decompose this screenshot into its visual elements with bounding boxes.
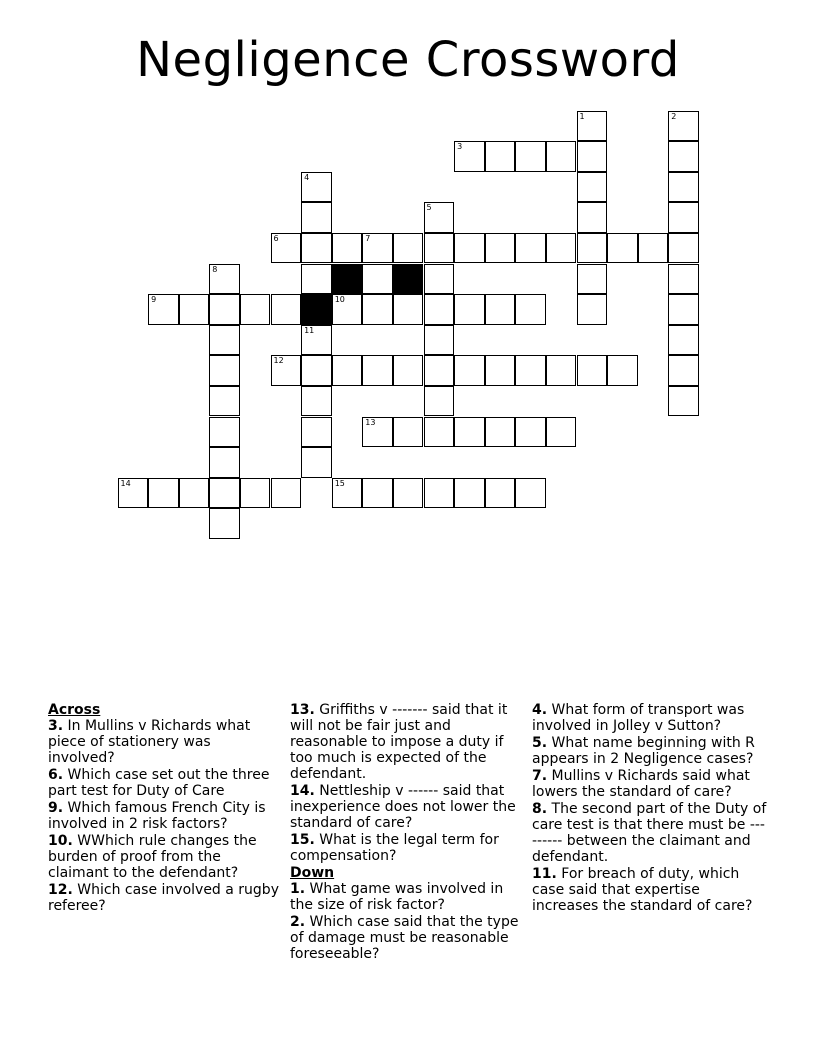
grid-cell[interactable]	[515, 233, 546, 264]
grid-cell[interactable]	[424, 202, 455, 233]
grid-cell[interactable]	[546, 141, 577, 172]
cell-number: 12	[273, 356, 284, 366]
down-heading: Down	[290, 865, 335, 881]
grid-cell[interactable]	[393, 294, 424, 325]
grid-cell[interactable]	[638, 233, 669, 264]
grid-cell[interactable]	[485, 294, 516, 325]
cell-number: 10	[334, 295, 345, 305]
grid-cell[interactable]	[577, 294, 608, 325]
clue-across-9: 9. Which famous French City is involved in 2 risk factors?	[48, 800, 266, 832]
grid-cell[interactable]	[515, 141, 546, 172]
cell-number: 13	[365, 417, 376, 427]
grid-cell[interactable]	[301, 202, 332, 233]
grid-cell[interactable]	[454, 417, 485, 448]
cell-number: 2	[671, 111, 677, 121]
grid-cell[interactable]	[301, 386, 332, 417]
grid-cell[interactable]	[209, 355, 240, 386]
grid-cell[interactable]	[515, 355, 546, 386]
grid-cell[interactable]	[668, 325, 699, 356]
grid-cell[interactable]	[209, 294, 240, 325]
grid-cell[interactable]	[209, 417, 240, 448]
clue-across-12: 12. Which case involved a rugby referee?	[48, 882, 279, 914]
clue-down-8: 8. The second part of the Duty of care test is that there must be --------- between the claimant and defendant.	[532, 801, 767, 865]
cell-number: 5	[426, 203, 432, 213]
grid-cell[interactable]	[209, 447, 240, 478]
grid-cell[interactable]	[209, 478, 240, 509]
cell-number: 6	[273, 233, 279, 243]
grid-cell[interactable]	[668, 172, 699, 203]
clue-down-11: 11. For breach of duty, which case said that expertise increases the standard of care?	[532, 866, 753, 914]
grid-cell[interactable]	[485, 355, 516, 386]
clue-down-2: 2. Which case said that the type of damage must be reasonable foreseeable?	[290, 914, 519, 962]
grid-cell[interactable]	[301, 264, 332, 295]
grid-cell[interactable]	[577, 141, 608, 172]
grid-cell[interactable]	[179, 294, 210, 325]
clue-across-13: 13. Griffiths v ------- said that it will not be fair just and reasonable to impose a duty if too much is expected of the defendant.	[290, 702, 508, 782]
grid-cell[interactable]	[362, 417, 393, 448]
clues-column-2	[290, 702, 526, 963]
clue-across-15: 15. What is the legal term for compensation?	[290, 832, 499, 864]
grid-cell[interactable]	[424, 478, 455, 509]
grid-cell[interactable]	[485, 417, 516, 448]
grid-cell[interactable]	[393, 417, 424, 448]
grid-cell[interactable]	[332, 355, 363, 386]
grid-cell[interactable]	[362, 264, 393, 295]
grid-cell[interactable]	[515, 294, 546, 325]
grid-cell[interactable]	[454, 355, 485, 386]
grid-cell[interactable]	[668, 233, 699, 264]
grid-cell[interactable]	[271, 233, 302, 264]
grid-cell[interactable]	[240, 478, 271, 509]
clue-down-5: 5. What name beginning with R appears in 2 Negligence cases?	[532, 735, 755, 767]
grid-cell[interactable]	[577, 264, 608, 295]
grid-cell[interactable]	[148, 294, 179, 325]
grid-cell[interactable]	[515, 478, 546, 509]
grid-cell[interactable]	[240, 294, 271, 325]
cell-number: 3	[457, 142, 463, 152]
grid-cell[interactable]	[424, 325, 455, 356]
grid-cell[interactable]	[546, 233, 577, 264]
page-title: Negligence Crossword	[136, 32, 680, 88]
grid-cell[interactable]	[577, 202, 608, 233]
grid-cell[interactable]	[301, 233, 332, 264]
grid-cell[interactable]	[668, 355, 699, 386]
grid-cell[interactable]	[577, 233, 608, 264]
grid-cell[interactable]	[362, 478, 393, 509]
across-heading: Across	[48, 702, 101, 718]
grid-cell[interactable]	[393, 233, 424, 264]
grid-cell[interactable]	[454, 233, 485, 264]
grid-cell[interactable]	[546, 355, 577, 386]
grid-cell[interactable]	[577, 172, 608, 203]
grid-cell[interactable]	[271, 355, 302, 386]
grid-cell[interactable]	[393, 355, 424, 386]
cell-number: 1	[579, 111, 585, 121]
grid-cell[interactable]	[454, 478, 485, 509]
cell-number: 14	[120, 478, 131, 488]
clue-across-6: 6. Which case set out the three part test for Duty of Care	[48, 767, 270, 799]
grid-cell[interactable]	[301, 172, 332, 203]
grid-cell[interactable]	[393, 478, 424, 509]
grid-cell[interactable]	[515, 417, 546, 448]
clue-across-10: 10. WWhich rule changes the burden of proof from the claimant to the defendant?	[48, 833, 257, 881]
clues-column-3	[532, 702, 768, 915]
grid-cell[interactable]	[332, 478, 363, 509]
grid-cell[interactable]	[424, 264, 455, 295]
grid-cell[interactable]	[485, 478, 516, 509]
grid-cell[interactable]	[271, 294, 302, 325]
grid-cell[interactable]	[668, 386, 699, 417]
grid-cell[interactable]	[668, 141, 699, 172]
grid-cell[interactable]	[362, 355, 393, 386]
cell-number: 9	[151, 295, 157, 305]
clue-across-14: 14. Nettleship v ------ said that inexperience does not lower the standard of care?	[290, 783, 516, 831]
grid-cell[interactable]	[362, 233, 393, 264]
cell-number: 8	[212, 264, 218, 274]
clues-column-1	[48, 702, 280, 915]
grid-cell[interactable]	[485, 141, 516, 172]
black-square	[301, 294, 332, 325]
cell-number: 4	[304, 172, 310, 182]
black-square	[393, 264, 424, 295]
grid-cell[interactable]	[332, 233, 363, 264]
clue-down-1: 1. What game was involved in the size of risk factor?	[290, 881, 504, 913]
grid-cell[interactable]	[209, 325, 240, 356]
cell-number: 11	[304, 325, 315, 335]
grid-cell[interactable]	[607, 355, 638, 386]
grid-cell[interactable]	[301, 325, 332, 356]
clue-across-3: 3. In Mullins v Richards what piece of stationery was involved?	[48, 718, 251, 766]
black-square	[332, 264, 363, 295]
grid-cell[interactable]	[424, 233, 455, 264]
grid-cell[interactable]	[301, 355, 332, 386]
grid-cell[interactable]	[209, 386, 240, 417]
grid-cell[interactable]	[668, 294, 699, 325]
grid-cell[interactable]	[424, 294, 455, 325]
grid-cell[interactable]	[668, 202, 699, 233]
cell-number: 15	[334, 478, 345, 488]
clue-down-7: 7. Mullins v Richards said what lowers the standard of care?	[532, 768, 750, 800]
grid-cell[interactable]	[454, 141, 485, 172]
grid-cell[interactable]	[424, 355, 455, 386]
grid-cell[interactable]	[485, 233, 516, 264]
grid-cell[interactable]	[362, 294, 393, 325]
grid-cell[interactable]	[454, 294, 485, 325]
grid-cell[interactable]	[577, 355, 608, 386]
grid-cell[interactable]	[179, 478, 210, 509]
grid-cell[interactable]	[546, 417, 577, 448]
grid-cell[interactable]	[424, 417, 455, 448]
cell-number: 7	[365, 233, 371, 243]
grid-cell[interactable]	[148, 478, 179, 509]
grid-cell[interactable]	[332, 294, 363, 325]
grid-cell[interactable]	[424, 386, 455, 417]
grid-cell[interactable]	[577, 111, 608, 142]
grid-cell[interactable]	[668, 264, 699, 295]
grid-cell[interactable]	[301, 417, 332, 448]
grid-cell[interactable]	[118, 478, 149, 509]
grid-cell[interactable]	[209, 508, 240, 539]
grid-cell[interactable]	[209, 264, 240, 295]
grid-cell[interactable]	[668, 111, 699, 142]
grid-cell[interactable]	[607, 233, 638, 264]
grid-cell[interactable]	[301, 447, 332, 478]
grid-cell[interactable]	[271, 478, 302, 509]
clue-down-4: 4. What form of transport was involved in Jolley v Sutton?	[532, 702, 745, 734]
